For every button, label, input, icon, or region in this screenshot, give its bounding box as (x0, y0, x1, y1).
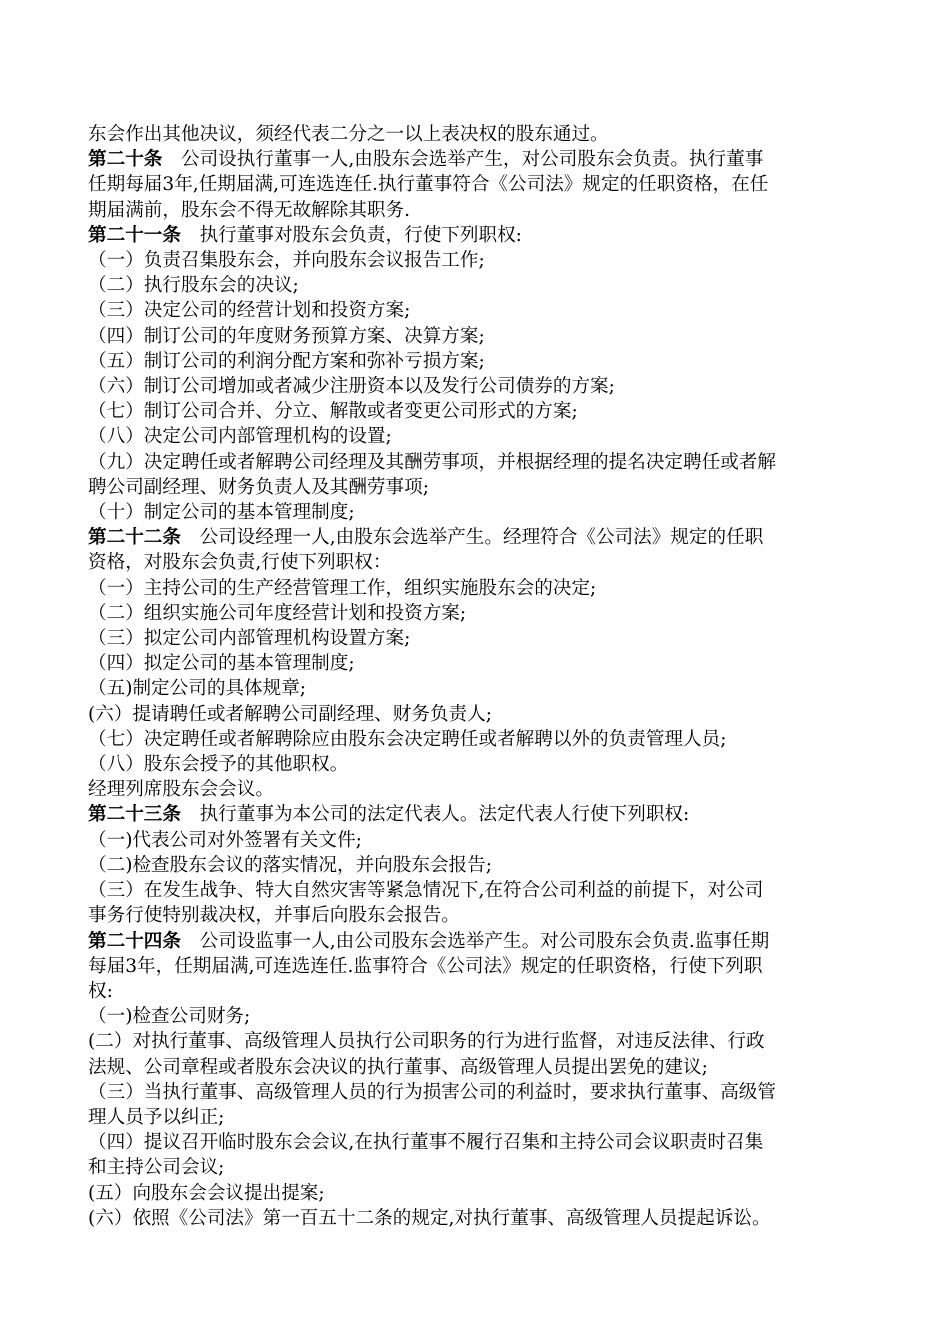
text-line (88, 828, 868, 853)
text-line (88, 1055, 868, 1080)
line-text: 法规、公司章程或者股东会决议的执行董事、高级管理人员提出罢免的建议; (88, 1056, 708, 1078)
text-line (88, 903, 868, 928)
text-line (88, 324, 868, 349)
line-text: 理人员予以纠正; (88, 1106, 225, 1128)
line-text: 公司设经理一人,由股东会选举产生。经理符合《公司法》规定的任职 (180, 527, 764, 549)
text-line (88, 1029, 868, 1054)
article-number: 第二十二条 (88, 527, 181, 549)
line-text: 任期每届3年,任期届满,可连选连任.执行董事符合《公司法》规定的任职资格，在任 (88, 174, 769, 196)
line-text: （三）拟定公司内部管理机构设置方案; (88, 628, 411, 650)
text-line (88, 1206, 868, 1231)
line-text: （七）制订公司合并、分立、解散或者变更公司形式的方案; (88, 401, 578, 423)
line-text: (五）向股东会会议提出提案; (88, 1182, 325, 1204)
article-number: 第二十条 (88, 149, 163, 171)
text-line (88, 475, 868, 500)
article-heading-line (88, 147, 868, 172)
line-text: 执行董事为本公司的法定代表人。法定代表人行使下列职权: (180, 804, 690, 826)
text-line (88, 878, 868, 903)
line-text: （一)代表公司对外签署有关文件; (88, 829, 362, 851)
article-heading-line (88, 223, 868, 248)
article-number: 第二十四条 (88, 930, 181, 952)
line-text: 资格，对股东会负责,行使下列职权： (88, 552, 392, 574)
text-line (88, 122, 868, 147)
line-text: （三）在发生战争、特大自然灾害等紧急情况下,在符合公司利益的前提下，对公司 (88, 880, 764, 902)
text-line (88, 198, 868, 223)
line-text: （五)制定公司的具体规章; (88, 678, 307, 700)
line-text: （八）股东会授予的其他职权。 (88, 754, 349, 776)
text-line (88, 1080, 868, 1105)
line-text: （三）当执行董事、高级管理人员的行为损害公司的利益时，要求执行董事、高级管 (88, 1081, 776, 1103)
line-text: （二)检查股东会议的落实情况，并向股东会报告; (88, 854, 492, 876)
line-text: （二）组织实施公司年度经营计划和投资方案; (88, 602, 467, 624)
text-line (88, 172, 868, 197)
line-text: 每届3年，任期届满,可连选连任.监事符合《公司法》规定的任职资格，行使下列职 (88, 955, 763, 977)
text-line (88, 248, 868, 273)
line-text: （一）主持公司的生产经营管理工作，组织实施股东会的决定; (88, 577, 597, 599)
text-line (88, 1155, 868, 1180)
text-line (88, 702, 868, 727)
line-text: 期届满前，股东会不得无故解除其职务. (88, 199, 411, 221)
line-text: （六）制订公司增加或者减少注册资本以及发行公司债券的方案; (88, 376, 615, 398)
article-number: 第二十三条 (88, 804, 181, 826)
line-text: 权: (88, 980, 113, 1002)
line-text: (二）对执行董事、高级管理人员执行公司职务的行为进行监督，对违反法律、行政 (88, 1031, 765, 1053)
line-text: （二）执行股东会的决议; (88, 275, 299, 297)
line-text: （九）决定聘任或者解聘公司经理及其酬劳事项，并根据经理的提名决定聘任或者解 (88, 451, 776, 473)
text-line (88, 752, 868, 777)
line-text: （四）制订公司的年度财务预算方案、决算方案; (88, 325, 485, 347)
text-line (88, 374, 868, 399)
text-line (88, 601, 868, 626)
line-text: 东会作出其他决议，须经代表二分之一以上表决权的股东通过。 (88, 124, 609, 145)
document-body (88, 122, 868, 1231)
text-line (88, 1181, 868, 1206)
line-text: （八）决定公司内部管理机构的设置; (88, 426, 392, 448)
text-line (88, 626, 868, 651)
text-line (88, 727, 868, 752)
line-text: 事务行使特别裁决权，并事后向股东会报告。 (88, 905, 460, 927)
text-line (88, 576, 868, 601)
line-text: 聘公司副经理、财务负责人及其酬劳事项; (88, 476, 429, 498)
line-text: （十）制定公司的基本管理制度; (88, 502, 355, 524)
text-line (88, 500, 868, 525)
article-number: 第二十一条 (88, 224, 181, 246)
text-line (88, 349, 868, 374)
line-text: （一)检查公司财务; (88, 1006, 251, 1028)
text-line (88, 979, 868, 1004)
line-text: （七）决定聘任或者解聘除应由股东会决定聘任或者解聘以外的负责管理人员; (88, 728, 727, 750)
text-line (88, 853, 868, 878)
text-line (88, 273, 868, 298)
line-text: （三）决定公司的经营计划和投资方案; (88, 300, 411, 322)
text-line (88, 651, 868, 676)
text-line (88, 424, 868, 449)
line-text: 经理列席股东会会议。 (88, 779, 274, 801)
text-line (88, 450, 868, 475)
line-text: 公司设执行董事一人,由股东会选举产生，对公司股东会负责。执行董事 (162, 149, 764, 171)
text-line (88, 676, 868, 701)
text-line (88, 954, 868, 979)
line-text: （一）负责召集股东会，并向股东会议报告工作; (88, 250, 485, 272)
line-text: 公司设监事一人,由公司股东会选举产生。对公司股东会负责.监事任期 (180, 930, 770, 952)
text-line (88, 399, 868, 424)
article-heading-line (88, 802, 868, 827)
text-line (88, 777, 868, 802)
line-text: (六）依照《公司法》第一百五十二条的规定,对执行董事、高级管理人员提起诉讼。 (88, 1207, 771, 1229)
text-line (88, 1004, 868, 1029)
line-text: （五）制订公司的利润分配方案和弥补亏损方案; (88, 350, 485, 372)
article-heading-line (88, 525, 868, 550)
line-text: 和主持公司会议; (88, 1157, 225, 1179)
text-line (88, 550, 868, 575)
article-heading-line (88, 929, 868, 954)
line-text: （四）拟定公司的基本管理制度; (88, 653, 355, 675)
text-line (88, 1130, 868, 1155)
line-text: （四）提议召开临时股东会会议,在执行董事不履行召集和主持公司会议职责时召集 (88, 1132, 764, 1154)
text-line (88, 1105, 868, 1130)
line-text: (六）提请聘任或者解聘公司副经理、财务负责人; (88, 703, 492, 725)
line-text: 执行董事对股东会负责，行使下列职权: (180, 224, 522, 246)
text-line (88, 298, 868, 323)
